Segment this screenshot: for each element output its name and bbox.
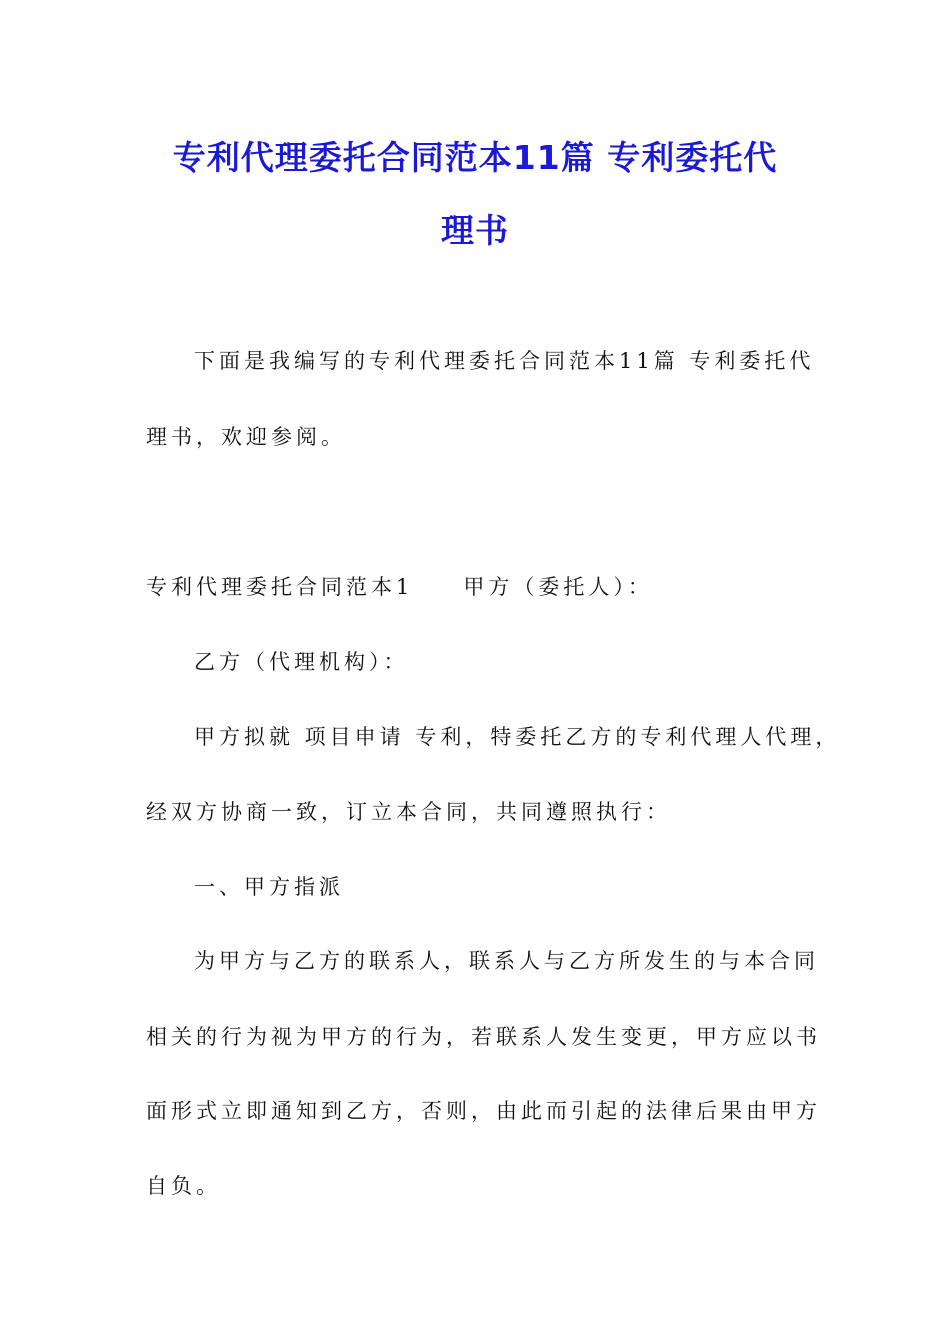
intro-line-2: 理书，欢迎参阅。 [146,425,346,449]
section-1-line-3: 面形式立即通知到乙方，否则，由此而引起的法律后果由甲方 [146,1099,821,1123]
intro-line-1: 下面是我编写的专利代理委托合同范本11篇 专利委托代 [194,349,815,373]
section-1-title: 一、甲方指派 [194,875,344,899]
section-1-line-1: 为甲方与乙方的联系人，联系人与乙方所发生的与本合同 [194,949,819,973]
section-1-line-2: 相关的行为视为甲方的行为，若联系人发生变更，甲方应以书 [146,1025,821,1049]
party-b-label: 乙方（代理机构）： [194,650,409,674]
section-1-line-4: 自负。 [146,1174,221,1198]
document-title-line-2: 理书 [441,211,509,250]
purpose-line-2: 经双方协商一致，订立本合同，共同遵照执行： [146,800,671,824]
contract-heading: 专利代理委托合同范本1 甲方（委托人）： [146,575,653,599]
purpose-line-1: 甲方拟就 项目申请 专利，特委托乙方的专利代理人代理， [194,725,841,749]
document-title-line-1: 专利代理委托合同范本11篇 专利委托代 [172,138,778,177]
